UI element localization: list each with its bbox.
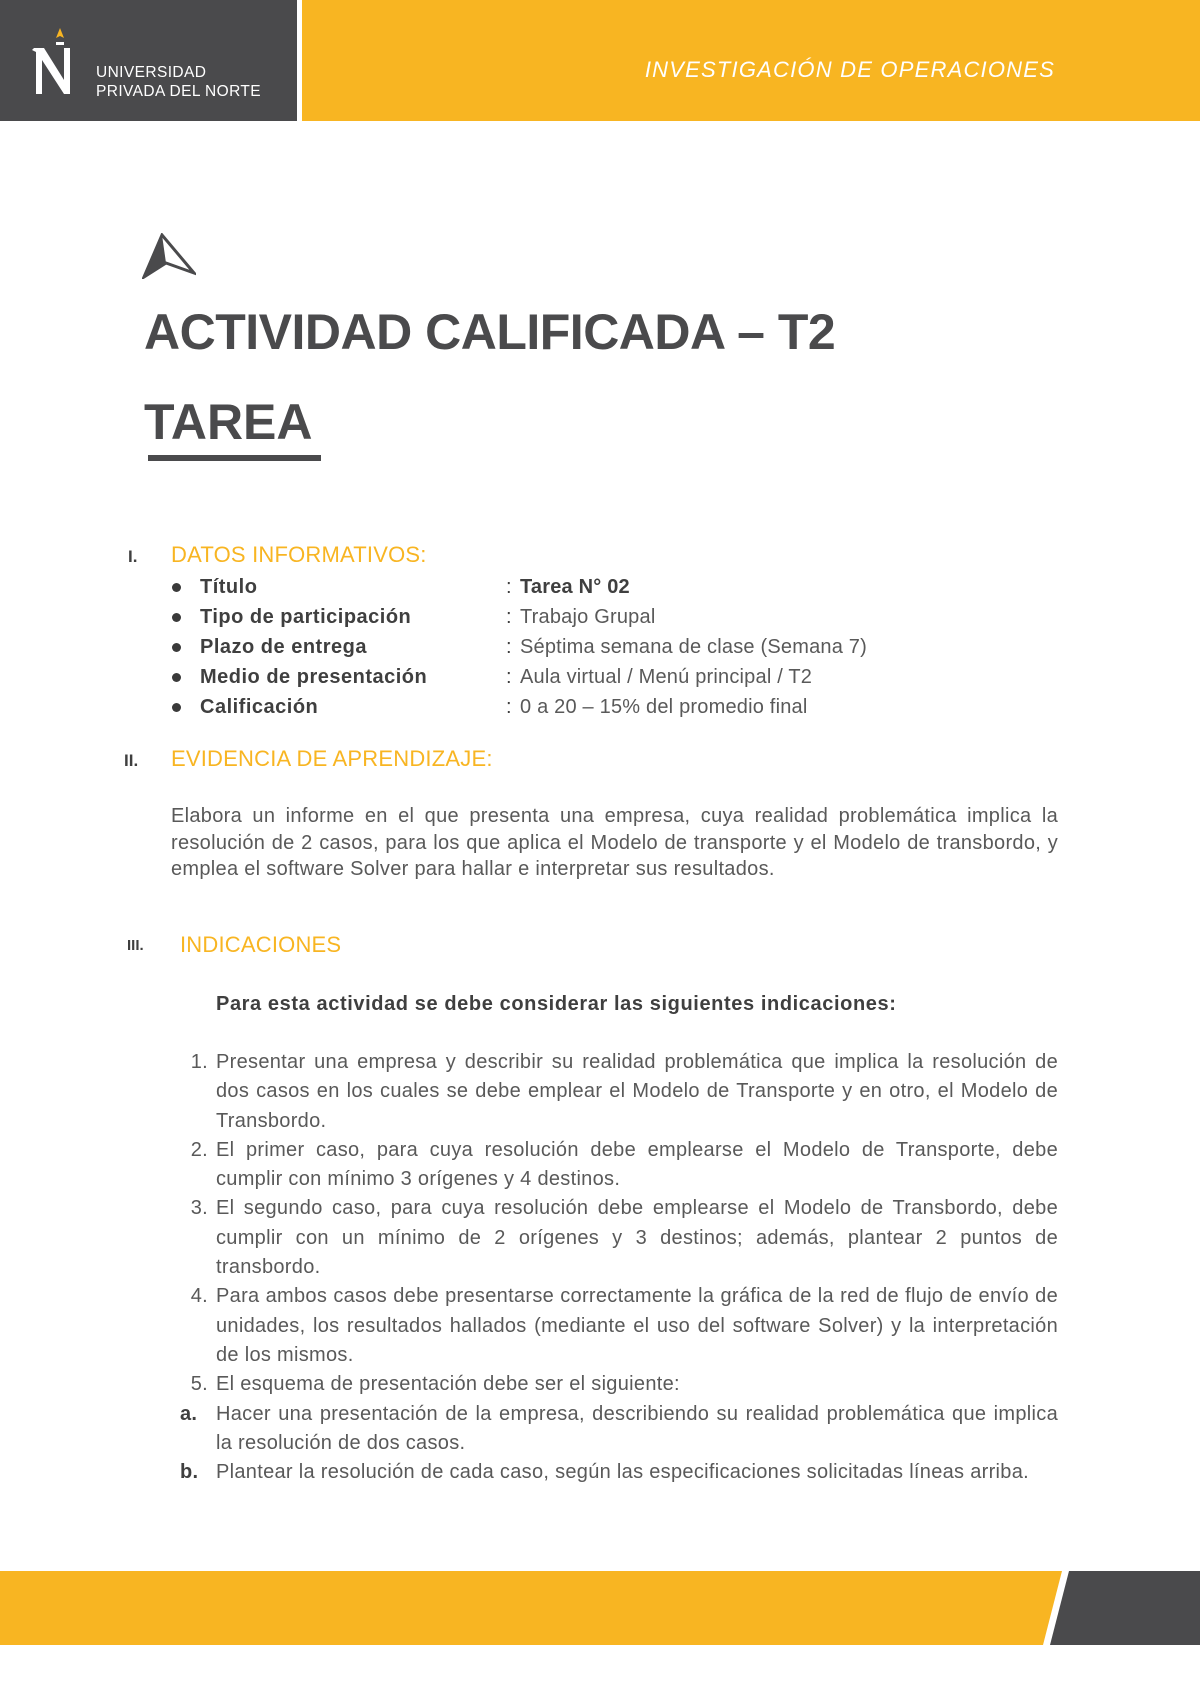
info-label: Medio de presentación bbox=[200, 666, 428, 688]
section-2-number: II. bbox=[124, 751, 139, 770]
info-separator: : bbox=[506, 606, 512, 628]
bullet-icon bbox=[172, 673, 181, 682]
upn-logo-icon bbox=[30, 28, 78, 96]
section-3-number: III. bbox=[127, 937, 144, 954]
info-separator: : bbox=[506, 636, 512, 658]
info-row-calificacion bbox=[170, 692, 970, 722]
section-1-title: DATOS INFORMATIVOS: bbox=[171, 542, 427, 567]
indication-number: 3. bbox=[190, 1197, 208, 1220]
footer-dark-stripe bbox=[1050, 1571, 1200, 1645]
info-separator: : bbox=[506, 576, 512, 598]
university-logo bbox=[0, 0, 297, 121]
indication-subitem bbox=[144, 1458, 1058, 1487]
info-list bbox=[170, 572, 970, 722]
indications-list bbox=[180, 1048, 1058, 1487]
info-value: Aula virtual / Menú principal / T2 bbox=[520, 666, 813, 688]
info-label: Plazo de entrega bbox=[200, 636, 367, 658]
subitem-letter: a. bbox=[180, 1402, 198, 1425]
page-header bbox=[0, 0, 1200, 121]
university-name-line1: UNIVERSIDAD bbox=[96, 64, 207, 81]
university-name bbox=[96, 63, 261, 101]
bullet-icon bbox=[172, 643, 181, 652]
bullet-icon bbox=[172, 583, 181, 592]
indication-sublist bbox=[144, 1400, 1058, 1488]
page-title: ACTIVIDAD CALIFICADA – T2 bbox=[144, 304, 836, 360]
section-2-title: EVIDENCIA DE APRENDIZAJE: bbox=[171, 746, 493, 771]
info-row-plazo bbox=[170, 632, 970, 662]
course-name: INVESTIGACIÓN DE OPERACIONES bbox=[644, 57, 1055, 82]
title-underline bbox=[148, 455, 321, 461]
section-3-title: INDICACIONES bbox=[180, 932, 342, 957]
indication-item bbox=[190, 1048, 1058, 1136]
bullet-icon bbox=[172, 613, 181, 622]
subitem-letter: b. bbox=[180, 1461, 199, 1484]
indication-item bbox=[190, 1282, 1058, 1370]
indication-text: Para ambos casos debe presentarse correctamente la gráfica de la red de flujo de envío de unidades, los resultados hallados (mediante el uso del software Solver) y la interpretación de los mismos. bbox=[216, 1285, 1058, 1366]
footer-accent-stripe bbox=[0, 1571, 1062, 1645]
indication-item bbox=[180, 1370, 1058, 1487]
info-label: Calificación bbox=[200, 696, 319, 718]
info-label: Título bbox=[200, 576, 258, 598]
info-row-titulo bbox=[170, 572, 970, 602]
info-value: Tarea N° 02 bbox=[520, 576, 630, 598]
info-value: Trabajo Grupal bbox=[520, 606, 656, 628]
indication-text: El esquema de presentación debe ser el siguiente: bbox=[216, 1373, 680, 1396]
subitem-text: Hacer una presentación de la empresa, describiendo su realidad problemática que implica la resolución de dos casos. bbox=[216, 1402, 1058, 1454]
indication-item bbox=[190, 1136, 1058, 1195]
info-row-medio bbox=[170, 662, 970, 692]
info-separator: : bbox=[506, 696, 512, 718]
footer-band bbox=[0, 1571, 1200, 1645]
indication-text: El segundo caso, para cuya resolución debe emplearse el Modelo de Transbordo, debe cumplir con un mínimo de 2 orígenes y 3 destinos; además, plantear 2 puntos de transbordo. bbox=[216, 1197, 1058, 1279]
info-row-tipo bbox=[170, 602, 970, 632]
info-value: 0 a 20 – 15% del promedio final bbox=[520, 696, 808, 718]
indication-number: 1. bbox=[190, 1051, 208, 1073]
indication-text: El primer caso, para cuya resolución debe emplearse el Modelo de Transporte, debe cumplir con mínimo 3 orígenes y 4 destinos. bbox=[216, 1138, 1058, 1191]
section-1-number: I. bbox=[128, 547, 138, 566]
page-subtitle: TAREA bbox=[144, 394, 313, 450]
bullet-icon bbox=[172, 703, 181, 712]
indication-subitem bbox=[144, 1400, 1058, 1459]
evidence-paragraph: Elabora un informe en el que presenta una empresa, cuya realidad problemática implica la resolución de 2 casos, para los que aplica el Modelo de transporte y el Modelo de transbordo, y emplea el software Solver para hallar e interpretar sus resultados. bbox=[171, 805, 1058, 880]
subitem-text: Plantear la resolución de cada caso, según las especificaciones solicitadas líneas arriba. bbox=[216, 1461, 1030, 1484]
indication-number: 5. bbox=[190, 1373, 208, 1396]
info-label: Tipo de participación bbox=[200, 606, 412, 628]
navigation-arrow-icon bbox=[142, 233, 196, 279]
indication-number: 4. bbox=[190, 1285, 208, 1308]
indication-text: Presentar una empresa y describir su realidad problemática que implica la resolución de dos casos en los cuales se debe emplear el Modelo de Transporte y en otro, el Modelo de Transbordo. bbox=[216, 1051, 1058, 1132]
info-separator: : bbox=[506, 666, 512, 688]
indications-intro: Para esta actividad se debe considerar las siguientes indicaciones: bbox=[216, 993, 897, 1015]
university-name-line2: PRIVADA DEL NORTE bbox=[96, 83, 262, 100]
indication-number: 2. bbox=[190, 1138, 208, 1161]
indication-item bbox=[190, 1194, 1058, 1282]
info-value: Séptima semana de clase (Semana 7) bbox=[520, 636, 867, 658]
